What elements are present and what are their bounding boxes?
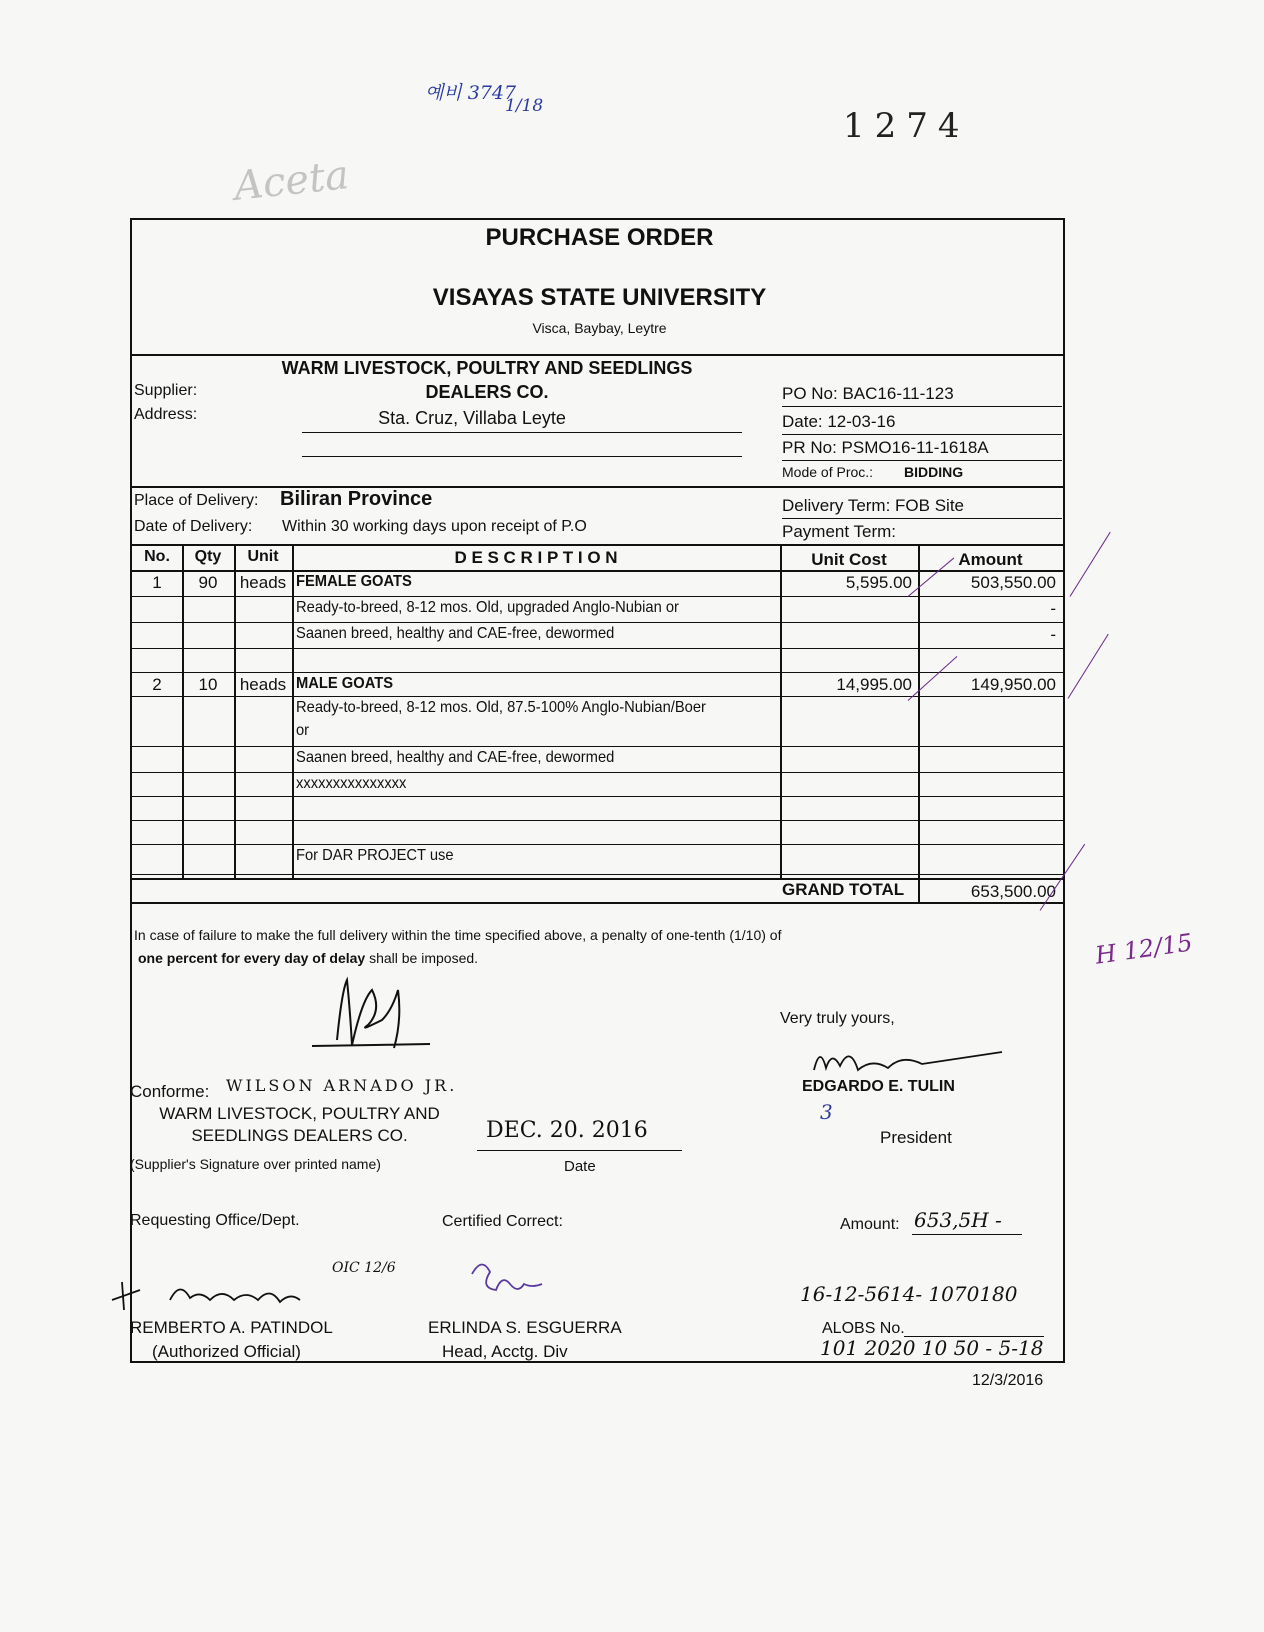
president-name: EDGARDO E. TULIN [802,1078,955,1095]
grand-total-value: 653,500.00 [970,882,1056,901]
approval-handwritten-initials: OIC 12/6 [332,1260,396,1276]
table-cell-qty: 10 [198,675,218,694]
supplier-name-line1: WARM LIVESTOCK, POULTRY AND SEEDLINGS [281,358,693,378]
column-header-description: D E S C R I P T I O N [454,548,618,567]
university-location: Visca, Baybay, Leytre [532,320,667,336]
grand-total-label: GRAND TOTAL [782,880,905,899]
table-cell-unit-cost: 5,595.00 [845,573,912,592]
check-mark-amount-1 [1070,532,1111,597]
conforme-handwritten-name: WILSON ARNADO JR. [226,1076,458,1095]
penalty-emphasis: one percent for every day of delay [138,950,366,966]
very-truly-yours: Very truly yours, [780,1010,895,1027]
table-cell-desc: Saanen breed, healthy and CAE-free, dewormed [296,625,615,642]
delivery-term: Delivery Term: FOB Site [782,496,965,515]
faded-handwritten-note: Aceta [231,152,351,210]
supplier-signature-line1: WARM LIVESTOCK, POULTRY AND [159,1104,440,1123]
table-cell-desc: For DAR PROJECT use [296,847,454,864]
date-of-delivery-label: Date of Delivery: [134,518,253,535]
mode-of-procurement-label: Mode of Proc.: [782,464,874,480]
official-title: (Authorized Official) [152,1342,301,1361]
mode-of-procurement-value: BIDDING [904,464,964,480]
official-name: REMBERTO A. PATINDOL [130,1318,333,1337]
table-cell-unit: heads [239,573,287,592]
supplier-name-line2: DEALERS CO. [425,382,549,402]
address-label: Address: [134,406,198,423]
supplier-address: Sta. Cruz, Villaba Leyte [378,408,566,428]
table-cell-desc: Saanen breed, healthy and CAE-free, dewormed [296,749,615,766]
penalty-line-1: In case of failure to make the full delivery within the time specified above, a penalty of one-tenth (1/10) of [134,927,782,943]
table-cell-amount: 149,950.00 [970,675,1056,694]
place-of-delivery-value: Biliran Province [280,488,433,510]
supplier-label: Supplier: [134,382,198,399]
table-cell-amount: - [1050,625,1056,644]
po-number: PO No: BAC16-11-123 [782,384,954,403]
po-date: Date: 12-03-16 [782,412,896,431]
amount-label: Amount: [840,1216,900,1233]
table-cell-desc: Ready-to-breed, 8-12 mos. Old, 87.5-100% Anglo-Nubian/Boer [296,699,706,716]
supplier-signature-line2: SEEDLINGS DEALERS CO. [191,1126,408,1145]
table-cell-desc: MALE GOATS [296,675,394,692]
alobs-label: ALOBS No. [822,1320,905,1337]
items-table [132,546,1063,926]
pr-number: PR No: PSMO16-11-1618A [782,438,989,457]
alobs-handwritten-line2: 101 2020 10 50 - 5-18 [820,1336,1044,1360]
table-cell-no: 1 [152,573,162,592]
accounting-head-name: ERLINDA S. ESGUERRA [428,1318,622,1337]
penalty-rest: shall be imposed. [365,950,479,966]
place-of-delivery-label: Place of Delivery: [134,492,259,509]
president-title: President [880,1128,952,1147]
handwritten-top-note: 예비 3747 [425,82,517,104]
check-mark-amount-2 [1068,634,1109,699]
column-header-unit: Unit [247,548,279,565]
president-handwritten-mark: 3 [820,1100,833,1124]
date-of-delivery-value: Within 30 working days upon receipt of P.O [282,518,587,535]
university-name: VISAYAS STATE UNIVERSITY [432,284,767,311]
alobs-handwritten-line1: 16-12-5614- 1070180 [800,1282,1018,1306]
conforme-handwritten-date: DEC. 20. 2016 [486,1118,648,1143]
table-cell-no: 2 [152,675,162,694]
payment-term: Payment Term: [782,522,897,541]
handwritten-document-number: 1274 [843,106,970,146]
column-header-amount: Amount [958,550,1023,569]
table-cell-desc: Ready-to-breed, 8-12 mos. Old, upgraded Anglo-Nubian or [296,599,679,616]
handwritten-side-initials: H 12/15 [1093,928,1195,970]
column-header-unit-cost: Unit Cost [811,550,887,569]
handwritten-top-note-2: 1/18 [505,96,544,116]
purchase-order-form [130,218,1065,1363]
column-header-no: No. [144,548,170,565]
table-cell-desc: FEMALE GOATS [296,573,412,590]
penalty-line-2 [138,950,478,966]
table-cell-qty: 90 [198,573,218,592]
accounting-signature [462,1254,552,1304]
footer-date: 12/3/2016 [972,1372,1044,1389]
supplier-signature-caption: (Supplier's Signature over printed name) [130,1156,381,1172]
conforme-label: Conforme: [130,1082,210,1101]
table-cell-amount: 503,550.00 [970,573,1056,592]
certified-correct-label: Certified Correct: [442,1213,563,1230]
requesting-office-label: Requesting Office/Dept. [130,1212,300,1229]
official-signature [110,1270,330,1320]
form-title: PURCHASE ORDER [485,224,714,251]
table-cell-unit: heads [239,675,287,694]
date-caption: Date [564,1158,596,1175]
accounting-head-title: Head, Acctg. Div [442,1342,568,1361]
column-header-qty: Qty [194,548,222,565]
table-cell-unit-cost: 14,995.00 [836,675,912,694]
table-cell-desc-continued: or [296,722,310,739]
table-cell-desc: xxxxxxxxxxxxxxx [296,775,407,792]
table-cell-amount: - [1050,599,1056,618]
conforme-signature [302,970,442,1060]
amount-handwritten: 653,5H - [914,1208,1002,1232]
